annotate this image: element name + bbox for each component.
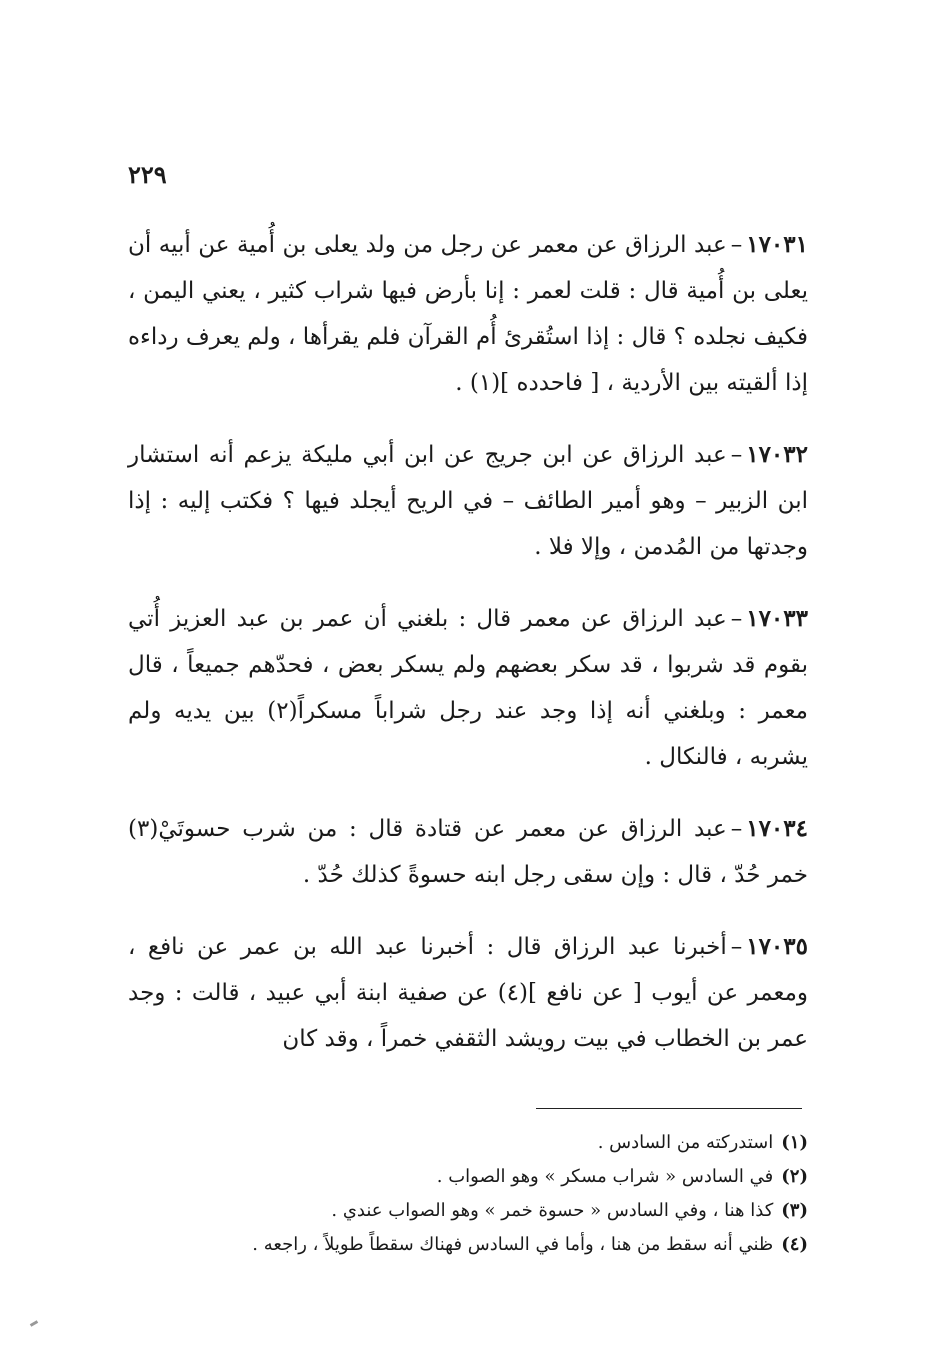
footnote-number: (٢) [781,1166,808,1187]
footnote-divider [536,1108,802,1109]
hadith-paragraph: ١٧٠٣٣–عبد الرزاق عن معمر قال : بلغني أن عمر بن عبد العزيز أُتي بقوم قد شربوا ، قد سكر بعضهم ولم يسكر بعض ، فحدّهم جميعاً ، قال معمر : وبلغني أنه إذا وجد عند رجل شراباً مسكراً(٢) بين يديه ولم يشربه ، فالنكال . [128,605,808,770]
hadith-paragraph: ١٧٠٣١–عبد الرزاق عن معمر عن رجل من ولد يعلى بن أُمية عن أبيه أن يعلى بن أُمية قال : قلت لعمر : إنا بأرض فيها شراب كثير ، يعني اليمن ، فكيف نجلده ؟ قال : إذا استُقرئ أُم القرآن فلم يقرأها ، ولم يعرف رداءه إذا ألقيته بين الأردية ، [ فاحدده ](١) . [128,231,808,396]
footnote-number: (٣) [781,1200,808,1221]
hadith-number: ١٧٠٣٣ [746,605,808,632]
footnote-text: كذا هنا ، وفي السادس « حسوة خمر » وهو الصواب عندي . [331,1200,774,1221]
hadith-text: عبد الرزاق عن معمر عن رجل من ولد يعلى بن أُمية عن أبيه أن يعلى بن أُمية قال : قلت لعمر : إنا بأرض فيها شراب كثير ، يعني اليمن ، فكيف نجلده ؟ قال : إذا استُقرئ أُم القرآن فلم يقرأها ، ولم يعرف رداءه إذا ألقيته بين الأردية ، [ فاحدده ](١) . [128,232,808,396]
hadith-text: عبد الرزاق عن معمر عن قتادة قال : من شرب حسوتَيْ(٣) خمر حُدّ ، قال : وإن سقى رجل ابنه حسوةً كذلك حُدّ . [128,816,808,888]
hadith-paragraph: ١٧٠٣٤–عبد الرزاق عن معمر عن قتادة قال : من شرب حسوتَيْ(٣) خمر حُدّ ، قال : وإن سقى رجل ابنه حسوةً كذلك حُدّ . [128,815,808,888]
main-text [128,222,808,1088]
scan-speck [30,1320,38,1327]
hadith-paragraph: ١٧٠٣٢–عبد الرزاق عن ابن جريج عن ابن أبي مليكة يزعم أنه استشار ابن الزبير – وهو أمير الطائف – في الريح أيجلد فيها ؟ فكتب إليه : إذا وجدتها من المُدمن ، وإلا فلا . [128,441,808,560]
hadith-text: عبد الرزاق عن معمر قال : بلغني أن عمر بن عبد العزيز أُتي بقوم قد شربوا ، قد سكر بعضهم ولم يسكر بعض ، فحدّهم جميعاً ، قال معمر : وبلغني أنه إذا وجد عند رجل شراباً مسكراً(٢) بين يديه ولم يشربه ، فالنكال . [128,606,808,770]
footnote-item [128,1228,808,1262]
footnote-text: ظني أنه سقط من هنا ، وأما في السادس فهناك سقطاً طويلاً ، راجعه . [252,1234,774,1255]
footnote-number: (٤) [781,1234,808,1255]
footnote-item [128,1194,808,1228]
hadith-number: ١٧٠٣٢ [746,441,808,468]
footnote-text: في السادس « شراب مسكر » وهو الصواب . [436,1166,774,1187]
hadith-text: أخبرنا عبد الرزاق قال : أخبرنا عبد الله بن عمر عن نافع ، ومعمر عن أيوب [ عن نافع ](٤) عن صفية ابنة أبي عبيد ، قالت : وجد عمر بن الخطاب في بيت رويشد الثقفي خمراً ، وقد كان [128,934,808,1052]
hadith-number: ١٧٠٣١ [746,231,808,258]
footnote-item [128,1160,808,1194]
footnote-number: (١) [781,1132,808,1153]
hadith-number: ١٧٠٣٤ [746,815,808,842]
hadith-paragraph: ١٧٠٣٥–أخبرنا عبد الرزاق قال : أخبرنا عبد الله بن عمر عن نافع ، ومعمر عن أيوب [ عن نافع ](٤) عن صفية ابنة أبي عبيد ، قالت : وجد عمر بن الخطاب في بيت رويشد الثقفي خمراً ، وقد كان [128,933,808,1052]
footnotes [128,1126,808,1262]
hadith-text: عبد الرزاق عن ابن جريج عن ابن أبي مليكة يزعم أنه استشار ابن الزبير – وهو أمير الطائف – في الريح أيجلد فيها ؟ فكتب إليه : إذا وجدتها من المُدمن ، وإلا فلا . [128,442,808,560]
footnote-text: استدركته من السادس . [597,1132,774,1153]
hadith-number: ١٧٠٣٥ [746,933,808,960]
footnote-item [128,1126,808,1160]
page-number: ٢٢٩ [128,160,167,189]
